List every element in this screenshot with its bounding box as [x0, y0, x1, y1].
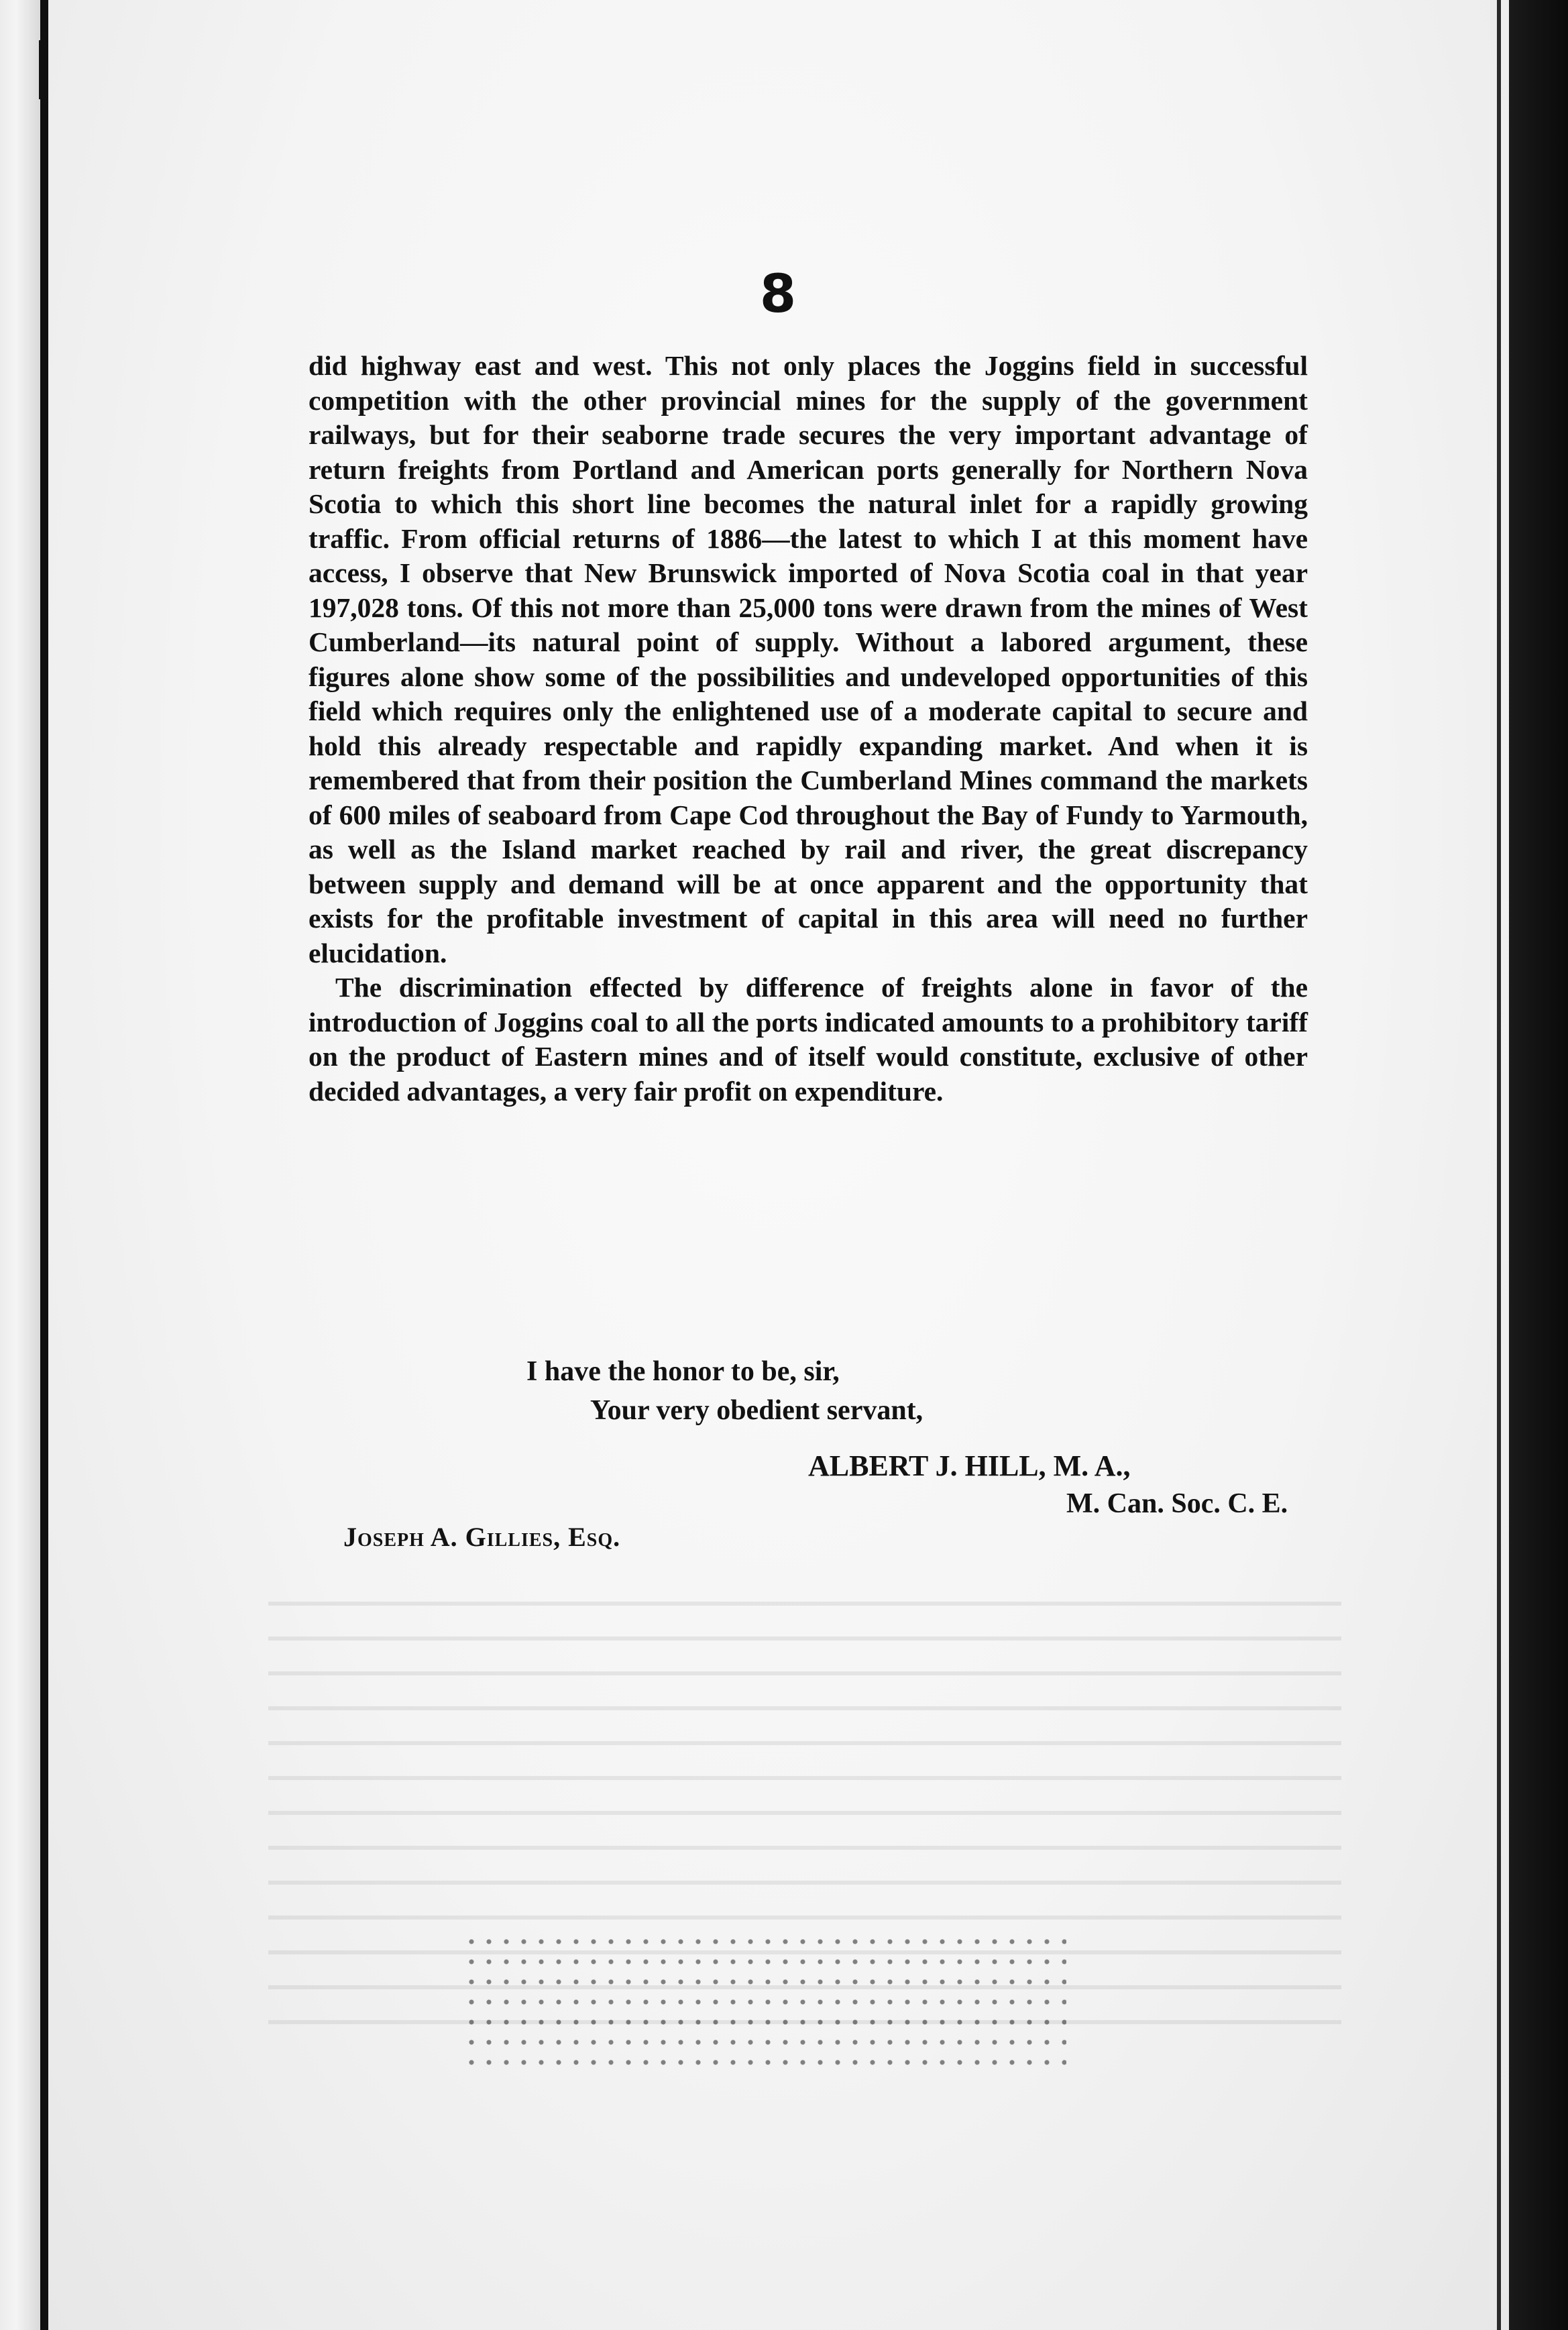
closing-line-2: Your very obedient servant,: [590, 1395, 923, 1426]
paragraph-2: The discrimination effected by difference of freights alone in favor of the introduction of Joggins coal to all the ports indicated amounts to a prohibitory tariff on the product of Eastern mines and of itself would constitute, exclusive of other decided advantages, a very fair profit on expenditure.: [309, 972, 1308, 1107]
letter-body: [309, 349, 1308, 1109]
scan-left-margin: [0, 0, 40, 2330]
signature-title: M. Can. Soc. C. E.: [1066, 1488, 1288, 1519]
perforation-specks: [463, 1932, 1066, 2079]
paragraph-1: did highway east and west. This not only places the Joggins field in successful competition with the other provincial mines for the supply of the government railways, but for their seaborne trade secures the very important advantage of return freights from Portland and American ports generally for Northern Nova Scotia to which this short line becomes the natural inlet for a rapidly growing traffic. From official returns of 1886—the latest to which I at this moment have access, I observe that New Brunswick imported of Nova Scotia coal in that year 197,028 tons. Of this not more than 25,000 tons were drawn from the mines of West Cumberland—its natural point of supply. Without a labored argument, these figures alone show some of the possibilities and undeveloped opportunities of this field which requires only the enlightened use of a moderate capital to secure and hold this already respectable and rapidly expanding market. And when it is remembered that from their position the Cumberland Mines command the markets of 600 miles of seaboard from Cape Cod throughout the Bay of Fundy to Yarmouth, as well as the Island market reached by rail and river, the great discrepancy between supply and demand will be at once apparent and the opportunity that exists for the profitable investment of capital in this area will need no further elucidation.: [309, 350, 1308, 968]
closing-line-1: I have the honor to be, sir,: [526, 1356, 840, 1387]
recipient: Joseph A. Gillies, Esq.: [343, 1522, 621, 1552]
signature-name: ALBERT J. HILL, M. A.,: [808, 1449, 1131, 1482]
page-number: 8: [759, 264, 797, 325]
page-right-rule: [1497, 0, 1501, 2330]
scan-right-margin: [1509, 0, 1568, 2330]
